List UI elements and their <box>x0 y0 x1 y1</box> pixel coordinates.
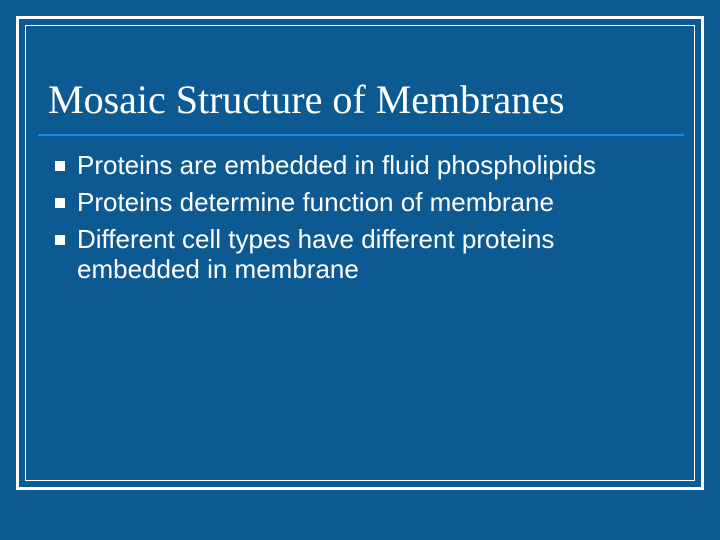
bullet-item <box>48 187 668 217</box>
square-bullet-icon <box>55 235 65 245</box>
square-bullet-icon <box>55 161 65 171</box>
square-bullet-icon <box>55 198 65 208</box>
title-underline <box>38 134 684 136</box>
bullet-list <box>48 150 668 291</box>
bullet-text: Different cell types have different proteins embedded in membrane <box>77 224 555 284</box>
slide-title: Mosaic Structure of Membranes <box>48 77 565 122</box>
bullet-item <box>48 224 668 284</box>
bullet-text: Proteins are embedded in fluid phospholipids <box>77 150 596 180</box>
bullet-item <box>48 150 668 180</box>
bullet-text: Proteins determine function of membrane <box>77 187 554 217</box>
